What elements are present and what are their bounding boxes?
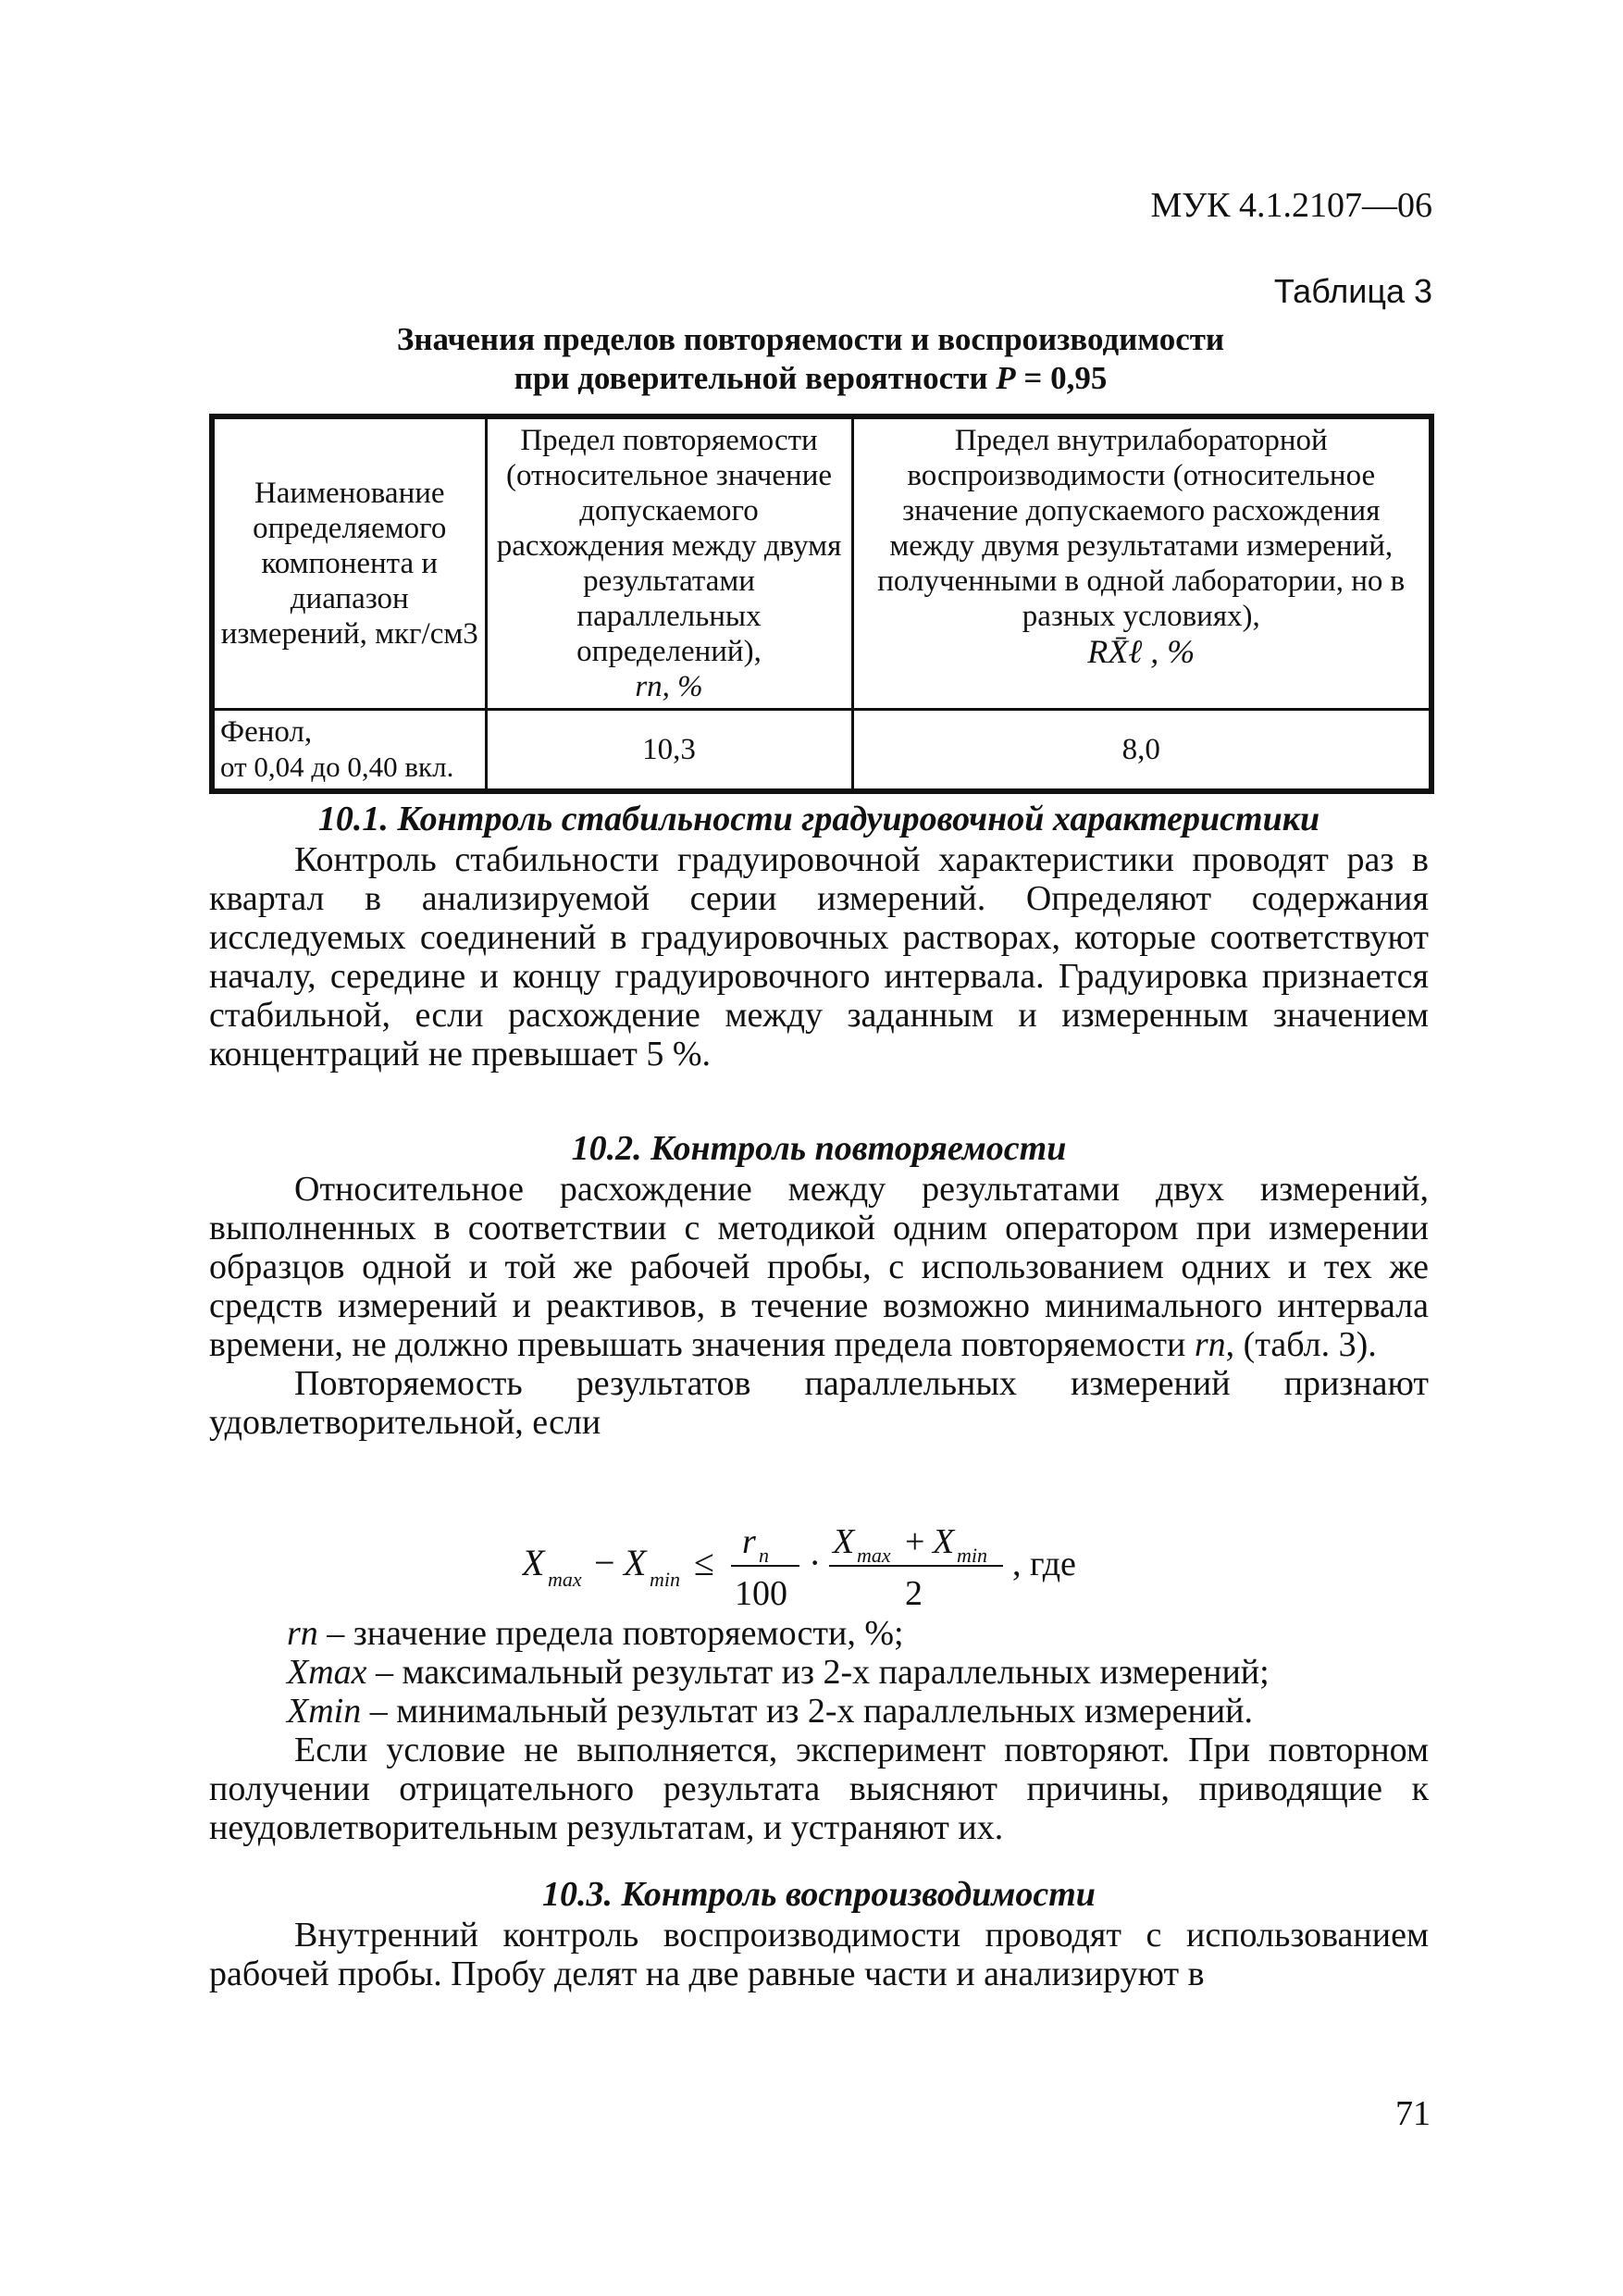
row-reproducibility-value: 8,0 [852, 710, 1431, 792]
section-heading: 10.2. Контроль повторяемости [571, 1129, 1067, 1168]
definition-xmax-text: – максимальный результат из 2-х параллельных измерений; [366, 1653, 1270, 1692]
table-header-row [212, 416, 1431, 710]
header-repeatability-symbol: rn, % [635, 670, 703, 703]
page-number: 71 [1395, 2094, 1431, 2133]
limits-table [209, 414, 1434, 794]
paragraph: Если условие не выполняется, эксперимент повторяют. При повторном получении отрицательного результата выясняют причины, приводящие к неудовлетворительным результатам, и устраняют их. [209, 1731, 1429, 1847]
header-component [212, 416, 486, 710]
symbol-definitions [209, 1614, 1429, 1731]
svg-text:X: X [624, 1542, 647, 1583]
probability-value: = 0,95 [1015, 360, 1108, 396]
svg-text:2: 2 [905, 1574, 923, 1610]
svg-text:min: min [650, 1568, 680, 1591]
header-reproducibility-symbol: RX̄ℓ , % [1087, 633, 1196, 670]
header-reproducibility-text: Предел внутрилабораторной воспроизводимости (относительное значение допускаемого расхождения между двумя результатами измерений, полученными в одной лаборатории, но в разных условиях), [877, 424, 1406, 633]
svg-text:100: 100 [735, 1574, 787, 1610]
svg-text:+: + [905, 1522, 925, 1561]
svg-text:X: X [933, 1522, 955, 1561]
svg-text:min: min [957, 1544, 987, 1567]
table-title-line2 [211, 359, 1410, 398]
row-component-range: от 0,04 до 0,40 вкл. [220, 751, 454, 783]
table-label: Таблица 3 [1273, 272, 1432, 310]
svg-text:max: max [548, 1568, 582, 1591]
repeatability-symbol: rn [1194, 1325, 1226, 1364]
section-heading: 10.1. Контроль стабильности градуировочной характеристики [317, 800, 1320, 838]
header-repeatability [486, 416, 852, 710]
paragraph-main: Относительное расхождение между результатами двух измерений, выполненных в соответствии с методикой одним оператором при измерении образцов одной и той же рабочей пробы, с использованием одних и тех же средств измерений и реактивов, в течение возможно минимального интервала времени, не должно превышать значения предела повторяемости [209, 1170, 1429, 1364]
table-title-line1: Значения пределов повторяемости и воспроизводимости [396, 321, 1225, 357]
probability-symbol: P [996, 360, 1016, 396]
table-row [212, 710, 1431, 792]
symbol-rn: rn [287, 1614, 318, 1653]
section-10-2-conclusion [209, 1731, 1429, 1847]
definition-rn-text: – значение предела повторяемости, %; [317, 1614, 904, 1653]
section-10-2 [209, 1127, 1429, 1442]
section-heading: 10.3. Контроль воспроизводимости [542, 1875, 1096, 1914]
svg-text:max: max [857, 1544, 891, 1567]
svg-text:, где: , где [1012, 1545, 1076, 1583]
header-repeatability-text: Предел повторяемости (относительное значение допускаемого расхождения между двумя результатами параллельных определений), [496, 424, 842, 668]
paragraph: Контроль стабильности градуировочной характеристики проводят раз в квартал в анализируемой серии измерений. Определяют содержания исследуемых соединений в градуировочных растворах, которые соответствуют началу, середине и концу градуировочного интервала. Градуировка признается стабильной, если расхождение между заданным и измеренным значением концентраций не превышает 5 %. [209, 840, 1429, 1074]
definition-xmax [209, 1653, 1429, 1692]
repeatability-formula [522, 1516, 1225, 1610]
paragraph: Повторяемость результатов параллельных измерений признают удовлетворительной, если [209, 1364, 1429, 1442]
definition-xmin-text: – минимальный результат из 2-х параллельных измерений. [361, 1692, 1253, 1731]
svg-text:≤: ≤ [694, 1542, 714, 1583]
svg-text:X: X [522, 1542, 545, 1583]
header-component-text: Наименование определяемого компонента и диапазон измерений, мкг/см3 [220, 477, 478, 651]
section-10-1 [209, 798, 1429, 1074]
paragraph-tail: , (табл. 3). [1225, 1325, 1377, 1364]
document-code: МУК 4.1.2107—06 [1150, 186, 1432, 225]
svg-text:·: · [809, 1542, 822, 1583]
header-reproducibility [852, 416, 1431, 710]
symbol-xmin: Xmin [287, 1692, 362, 1731]
svg-text:X: X [833, 1522, 855, 1561]
paragraph [209, 1170, 1429, 1364]
table-title [211, 320, 1410, 398]
svg-text:n: n [759, 1544, 769, 1567]
row-component [212, 710, 486, 792]
paragraph: Внутренний контроль воспроизводимости проводят с использованием рабочей пробы. Пробу делят на две равные части и анализируют в [209, 1916, 1429, 1993]
table-title-line2-prefix: при доверительной вероятности [514, 360, 997, 396]
svg-text:r: r [742, 1522, 756, 1561]
section-10-3 [209, 1873, 1429, 1993]
definition-xmin [209, 1692, 1429, 1731]
definition-rn [209, 1614, 1429, 1653]
row-repeatability-value: 10,3 [486, 710, 852, 792]
symbol-xmax: Xmax [287, 1653, 367, 1692]
row-component-name: Фенол, [220, 715, 313, 749]
svg-text:−: − [594, 1542, 615, 1583]
